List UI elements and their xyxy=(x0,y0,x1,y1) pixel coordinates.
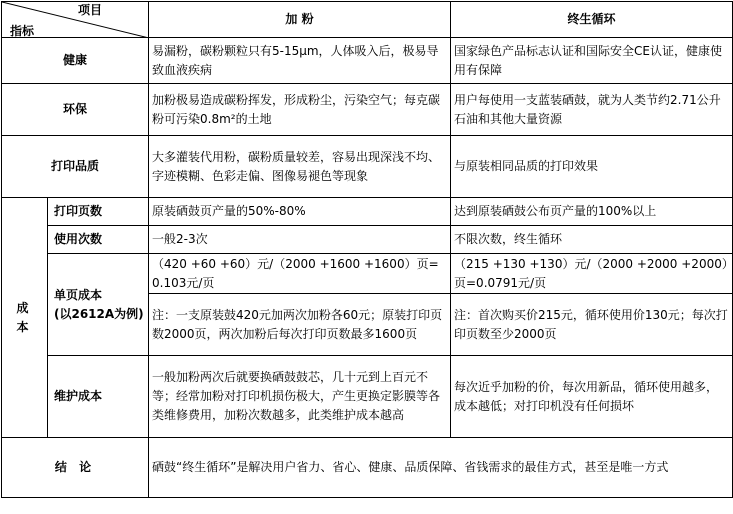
row-env xyxy=(2,84,733,136)
env-refill: 加粉极易造成碳粉挥发，形成粉尘，污染空气；每克碳粉可污染0.8m²的土地 xyxy=(149,84,451,136)
label-pages: 打印页数 xyxy=(48,198,149,226)
label-unit-text: 单页成本 xyxy=(54,287,103,302)
header-item-label: 项目 xyxy=(78,3,103,17)
env-cycle: 用户每使用一支蓝装硒鼓，就为人类节约2.71公升石油和其他大量资源 xyxy=(451,84,733,136)
pages-refill: 原装硒鼓页产量的50%-80% xyxy=(149,198,451,226)
label-unit xyxy=(48,254,149,356)
row-quality xyxy=(2,136,733,198)
label-unit-note: (以2612A为例) xyxy=(54,306,144,321)
header-index-label: 指标 xyxy=(10,24,35,38)
label-maintenance: 维护成本 xyxy=(48,356,149,438)
pages-cycle: 达到原装硒鼓公布页产量的100%以上 xyxy=(451,198,733,226)
health-refill: 易漏粉，碳粉颗粒只有5-15μm，人体吸入后，极易导致血液疾病 xyxy=(149,38,451,84)
label-cost-group: 成 本 xyxy=(2,198,48,438)
unit-refill-formula: （420 +60 +60）元/（2000 +1600 +1600）页=0.103元/页 xyxy=(149,254,451,294)
row-maintenance xyxy=(2,356,733,438)
quality-refill: 大多灌装代用粉，碳粉质量较差，容易出现深浅不均、字迹模糊、色彩走偏、图像易褪色等现象 xyxy=(149,136,451,198)
unit-cycle-note: 注：首次购买价215元，循环使用价130元；每次打印页数至少2000页 xyxy=(451,294,733,356)
row-unit-formula xyxy=(2,254,733,294)
quality-cycle: 与原装相同品质的打印效果 xyxy=(451,136,733,198)
label-quality: 打印品质 xyxy=(2,136,149,198)
conclusion-text: 硒鼓“终生循环”是解决用户省力、省心、健康、品质保障、省钱需求的最佳方式，甚至是唯一方式 xyxy=(149,438,733,498)
header-cycle: 终生循环 xyxy=(451,2,733,38)
uses-refill: 一般2-3次 xyxy=(149,226,451,254)
row-uses xyxy=(2,226,733,254)
row-conclusion xyxy=(2,438,733,498)
maintenance-refill: 一般加粉两次后就要换硒鼓鼓芯，几十元到上百元不等；经常加粉对打印机损伤极大，产生更换定影膜等各类维修费用，加粉次数越多，此类维护成本越高 xyxy=(149,356,451,438)
maintenance-cycle: 每次近乎加粉的价，每次用新品，循环使用越多，成本越低；对打印机没有任何损坏 xyxy=(451,356,733,438)
row-health xyxy=(2,38,733,84)
label-env: 环保 xyxy=(2,84,149,136)
header-row xyxy=(2,2,733,38)
row-pages xyxy=(2,198,733,226)
uses-cycle: 不限次数，终生循环 xyxy=(451,226,733,254)
label-health: 健康 xyxy=(2,38,149,84)
header-diagonal-cell xyxy=(2,2,149,38)
label-uses: 使用次数 xyxy=(48,226,149,254)
header-refill: 加 粉 xyxy=(149,2,451,38)
unit-cycle-formula: （215 +130 +130）元/（2000 +2000 +2000）页=0.0791元/页 xyxy=(451,254,733,294)
health-cycle: 国家绿色产品标志认证和国际安全CE认证，健康使用有保障 xyxy=(451,38,733,84)
unit-refill-note: 注：一支原装鼓420元加两次加粉各60元；原装打印页数2000页，两次加粉后每次打印页数最多1600页 xyxy=(149,294,451,356)
comparison-table xyxy=(1,1,733,498)
label-conclusion: 结 论 xyxy=(2,438,149,498)
